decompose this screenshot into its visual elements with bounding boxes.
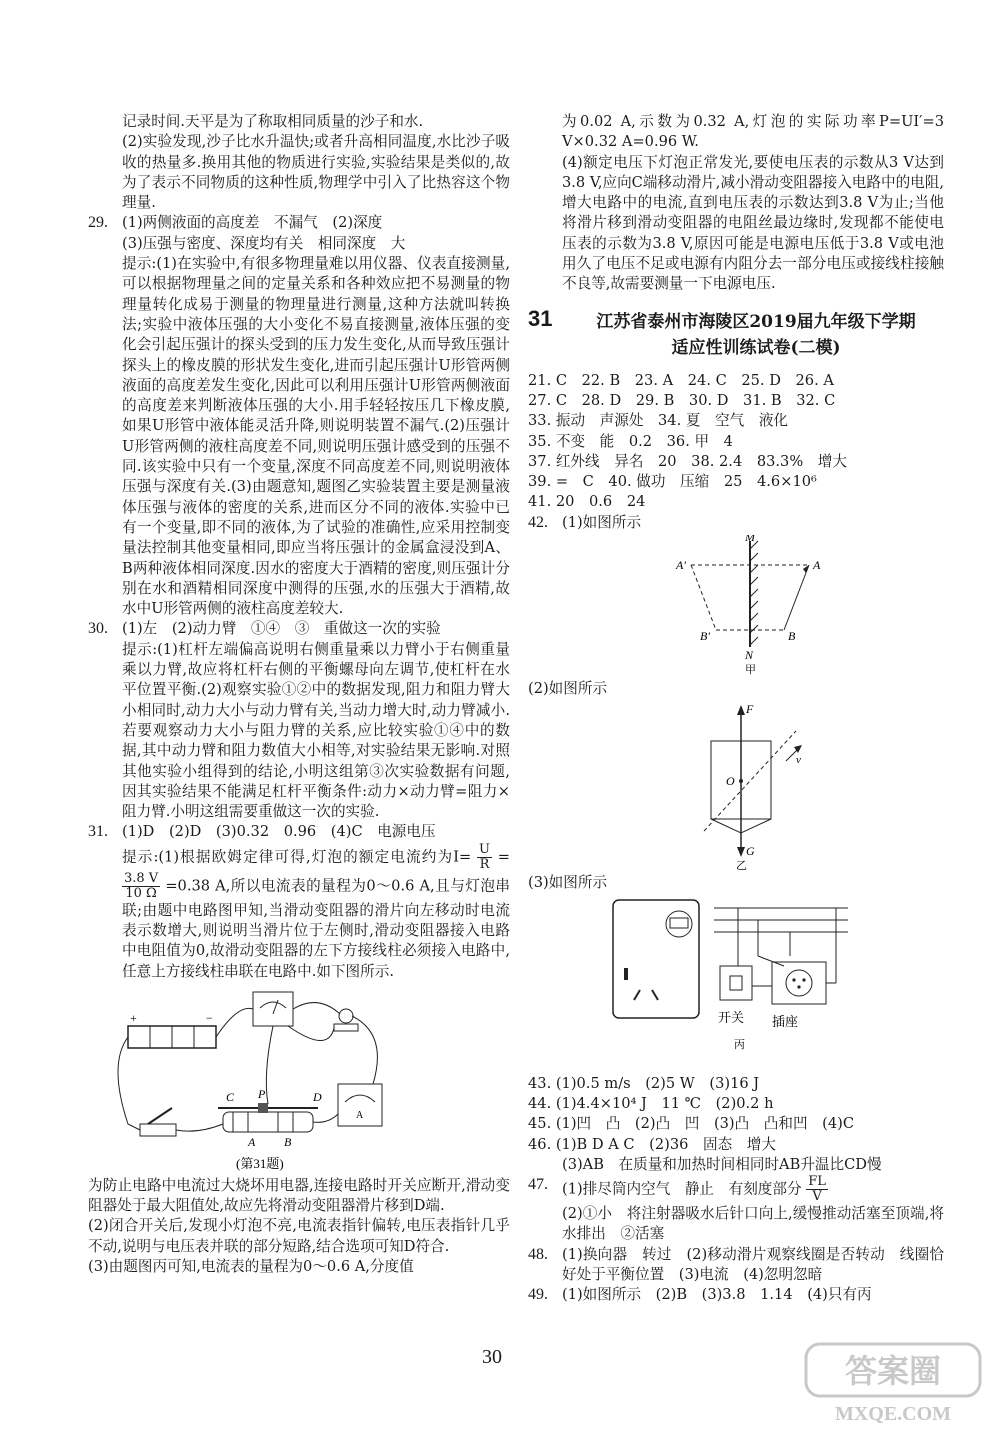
question-47: [528, 1175, 944, 1245]
mirror-figure-jia: [528, 535, 944, 677]
question-number: 49.: [528, 1286, 548, 1304]
section-title: [568, 309, 944, 361]
answer-row: 37. 红外线 异名 20 38. 2.4 83.3% 增大: [528, 452, 847, 470]
q42-part-3: (3)如图所示: [528, 874, 608, 892]
mirror-drawing: [528, 535, 944, 677]
fraction-voltage-over-resistance: $\frac{3.8 V}{10 \Omega}$: [124, 870, 159, 901]
switch-icon: [140, 1108, 176, 1136]
intro-paragraph: (2)实验发现,沙子比水升温快;或者升高相同温度,水比沙子吸收的热量多.换用其他的物质进行实验,实验结果是类似的,故为了表示不同物质的这种性质,物理学中引入了比热容这个物理量.: [122, 133, 510, 212]
answer-row: 39. = C 40. 做功 压缩 25 4.6×10⁶: [528, 473, 817, 491]
answer-row: 35. 不变 能 0.2 36. 甲 4: [528, 432, 733, 450]
q31-after-3: (3)由题图丙可知,电流表的量程为0～0.6 A,分度值: [88, 1258, 414, 1276]
answer-line: (2)①小 将注射器吸水后针口向上,缓慢推动活塞至顶端,将水排出 ②活塞: [562, 1205, 944, 1243]
circuit-figure-31: [88, 984, 510, 1174]
figure-label-bing: 丙: [734, 1038, 745, 1051]
question-number: 42.: [528, 513, 548, 531]
question-31: [88, 822, 510, 981]
hint-paragraph: 提示:(1)在实验中,有很多物理量难以用仪器、仪表直接测量,可以根据物理量之间的定量关系和各种效应把不易测量的物理量转化成易于测量的物理量进行测量,这种方法就叫转换法;实验中液体压强的大小变化不易直接测量,液体压强的变化会引起压强计的探头受到的压力发生变化,从而导致压强计探头上的橡皮膜的形状发生变化,进而引起压强计U形管两侧液面的高度差发生变化,因此可以利用压强计U形管两侧液面的高度差来判断液体压强的大小.用手轻轻按压几下橡皮膜,如果U形管中液体能灵活升降,则说明装置不漏气.(2)压强计U形管两侧的液柱高度差不同,则说明压强计感受到的压强不同.该实验中只有一个变量,深度不同高度差不同,则说明液体压强与深度有关.(3)由题意知,题图乙实验装置主要是测量液体压强与液体的密度的关系,进而区分不同的液体.实验中已有一个变量,即不同的液体,为了试验的准确性,应采用控制变量法控制其他变量相同,即应当将压强计的金属盒浸没到A、B两种液体相同深度.因水的密度大于酒精的密度,则压强计分别在水和酒精相同深度中测得的压强,水的压强大于酒精,故水中U形管两侧的液柱高度差较大.: [122, 255, 510, 618]
ammeter-icon: [338, 1084, 382, 1126]
fraction-fl-over-v: $\frac{FL}{V}$: [808, 1174, 826, 1205]
question-48: [528, 1245, 944, 1286]
label-o: O: [726, 774, 735, 789]
rheostat-label-a: A: [248, 1134, 256, 1149]
label-b: B: [788, 629, 796, 644]
household-circuit-drawing: [528, 896, 944, 1072]
answer-row: 21. C 22. B 23. A 24. C 25. D 26. A: [528, 371, 834, 389]
section-header: [528, 305, 944, 361]
question-49: [528, 1285, 944, 1305]
force-figure-yi: [528, 701, 944, 871]
answer-45: 45. (1)凹 凸 (2)凸 凹 (3)凸 凸和凹 (4)C: [528, 1115, 855, 1133]
q42-part-2: (2)如图所示: [528, 680, 608, 698]
question-number: 29.: [88, 214, 108, 232]
question-29: [88, 213, 510, 619]
q31-after-2: (2)闭合开关后,发现小灯泡不亮,电流表指针偏转,电压表指针几乎不动,说明与电压表并联的部分短路,结合选项可知D符合.: [88, 1217, 510, 1255]
answer-line: (1)如图所示: [562, 513, 642, 531]
question-number: 47.: [528, 1176, 548, 1194]
rheostat-label-b: B: [284, 1134, 292, 1149]
rheostat-label-c: C: [226, 1089, 235, 1104]
answer-46b: (3)AB 在质量和加热时间相同时AB升温比CD慢: [562, 1155, 882, 1173]
force-drawing: [528, 701, 944, 871]
answer-row: 27. C 28. D 29. B 30. D 31. B 32. C: [528, 391, 836, 409]
continuation-line: 为0.02 A,示数为0.32 A,灯泡的实际功率P=UI′=3 V×0.32 A=0.96 W.: [562, 113, 944, 151]
label-m: M: [745, 535, 755, 545]
answer-text: (1)排尽筒内空气 静止 有刻度部分: [562, 1180, 802, 1198]
svg-text:−: −: [206, 1010, 213, 1025]
continuation-paragraph: (4)额定电压下灯泡正常发光,要使电压表的示数从3 V达到3.8 V,应向C端移动滑片,减小滑动变阻器接入电路中的电阻,增大电路中的电流,直到电压表的示数达到3.8 V为止;当他将滑片移到滑动变阻器的电阻丝最边缘时,发现都不能使电压表的示数为3.8 V,原因可能是电源电压低于3.8 V或电池用久了电压不足或电源有内阻分去一部分电压或接线柱接触不良等,故需要测量一下电源电压.: [562, 153, 944, 293]
rheostat-label-p: P: [258, 1086, 266, 1101]
figure-label-jia: 甲: [745, 664, 756, 677]
hint-text: 提示:(1)根据欧姆定律可得,灯泡的额定电流约为I=: [122, 848, 472, 866]
voltmeter-icon: [253, 992, 293, 1026]
short-answers: [528, 371, 944, 513]
svg-text:+: +: [130, 1010, 137, 1025]
question-number: 48.: [528, 1245, 548, 1263]
label-v: v: [796, 754, 801, 767]
section-number: 31: [528, 305, 553, 331]
rheostat-label-d: D: [313, 1089, 322, 1104]
circuit-drawing: [88, 984, 510, 1174]
figure-label-yi: 乙: [736, 860, 747, 872]
label-switch: 开关: [718, 1009, 745, 1025]
answer-line: (1)如图所示 (2)B (3)3.8 1.14 (4)只有丙: [562, 1286, 872, 1304]
label-a: A: [813, 558, 821, 573]
answer-line: (1)换向器 转过 (2)移动滑片观察线圈是否转动 线圈恰好处于平衡位置 (3)电流 (4)忽明忽暗: [562, 1245, 944, 1284]
answer-line: [562, 1175, 944, 1204]
answer-row: 41. 20 0.6 24: [528, 493, 646, 511]
section-title-line-1: 江苏省泰州市海陵区2019届九年级下学期: [596, 311, 916, 332]
figure-caption: (第31题): [236, 1155, 284, 1171]
right-column: [528, 112, 944, 1306]
answer-44: 44. (1)4.4×10⁴ J 11 ℃ (2)0.2 h: [528, 1094, 774, 1112]
answer-46a: 46. (1)B D A C (2)36 固态 增大: [528, 1135, 776, 1153]
label-socket: 插座: [772, 1013, 799, 1029]
answer-43: 43. (1)0.5 m/s (2)5 W (3)16 J: [528, 1074, 760, 1092]
page-number: 30: [482, 1346, 502, 1368]
question-42: [528, 513, 944, 533]
label-b-prime: B′: [700, 629, 710, 644]
hint-text: =0.38 A,所以电流表的量程为0～0.6 A,且与灯泡串联;由题中电路图甲知,当滑动变阻器的滑片向左移动时电流表示数增大,则说明当滑片位于左侧时,滑动变阻器接入电路中电阻值为0,故滑动变阻器的左下方接线柱必须接入电路中,任意上方接线柱串联在电路中.如下图所示.: [122, 877, 510, 980]
svg-text:MXQE.COM: MXQE.COM: [834, 1403, 952, 1425]
svg-text:答案圈: 答案圈: [844, 1353, 942, 1389]
intro-line: 记录时间.天平是为了称取相同质量的沙子和水.: [122, 113, 424, 130]
q31-after-1: 为防止电路中电流过大烧坏用电器,连接电路时开关应断开,滑动变阻器处于最大阻值处,故应先将滑动变阻器滑片移到D端.: [88, 1176, 510, 1215]
rheostat-icon: [218, 1103, 318, 1132]
label-n: N: [745, 648, 754, 663]
hint-paragraph: 提示:(1)杠杆左端偏高说明右侧重量乘以力臂小于右侧重量乘以力臂,故应将杠杆右侧的平衡螺母向左调节,使杠杆在水平位置平衡.(2)观察实验①②中的数据发现,阻力和阻力臂大小相同时,动力大小与动力臂有关,当动力增大时,动力臂减小.若要观察动力大小与阻力臂的关系,应比较实验①④中的数据,其中动力臂和阻力数值大小相等,对实验结果无影响.对照其他实验小组得到的结论,小明这组第③次实验数据有问题,因其实验结果不能满足杠杆平衡条件:动力×动力臂=阻力×阻力臂.小明这组需要重做这一次的实验.: [122, 640, 510, 821]
answer-row: 33. 振动 声源处 34. 夏 空气 液化: [528, 412, 789, 430]
left-column: [88, 112, 510, 1277]
answer-line: (3)压强与密度、深度均有关 相同深度 大: [122, 234, 406, 252]
answer-line: (1)D (2)D (3)0.32 0.96 (4)C 电源电压: [122, 823, 436, 841]
battery-icon: [128, 1011, 216, 1048]
fraction-u-over-r: $\frac{U}{R}$: [479, 841, 490, 872]
hint-paragraph: 提示:(1)根据欧姆定律可得,灯泡的额定电流约为I= $\frac{U}{R}$ = $\frac{3.8 V}{10 \Omega}$ =0.38 A,所以电流表的量程为0～0.6 A,且与灯泡串联;由题中电路图甲知,当滑动变阻器的滑片向左移动时电流表示数增大,则说明当滑片位于左侧时,滑动变阻器接入电路中电阻值为0,故滑动变阻器的左下方接线柱必须接入电路中,任意上方接线柱串联在电路中.如下图所示.: [122, 841, 510, 980]
question-30: [88, 619, 510, 822]
question-number: 31.: [88, 823, 108, 841]
answer-line: (1)两侧液面的高度差 不漏气 (2)深度: [122, 214, 383, 232]
label-g: G: [746, 844, 755, 859]
section-title-line-2: 适应性训练试卷(二模): [671, 337, 841, 358]
label-a-prime: A′: [676, 558, 686, 573]
site-watermark: [798, 1338, 988, 1428]
question-number: 30.: [88, 620, 108, 638]
household-circuit-figure-bing: [528, 896, 944, 1072]
watermark-logo-icon: [798, 1338, 988, 1428]
label-f: F: [746, 702, 754, 717]
svg-text:A: A: [356, 1109, 364, 1121]
answer-line: (1)左 (2)动力臂 ①④ ③ 重做这一次的实验: [122, 620, 441, 638]
